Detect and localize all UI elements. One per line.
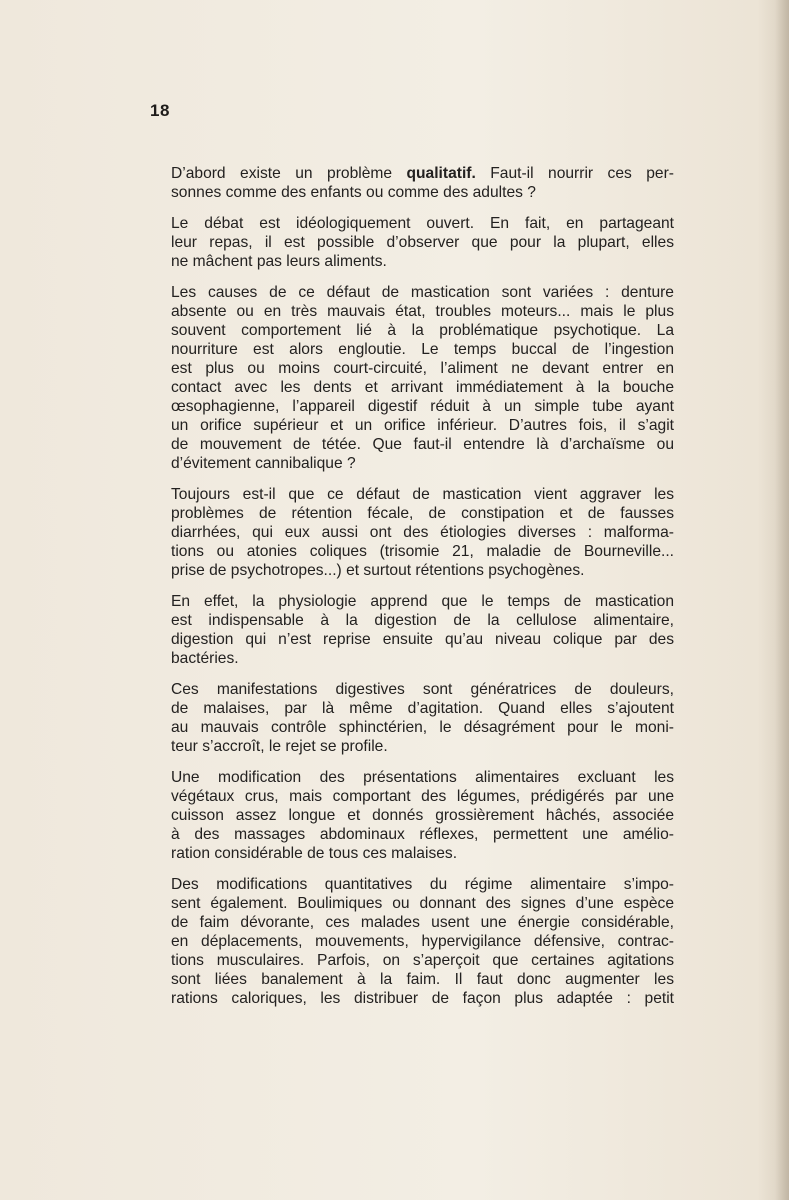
text-line (139, 435, 674, 454)
page-edge-shadow (775, 0, 789, 1200)
text-run: ne mâchent pas leurs aliments. (171, 253, 387, 270)
text-line (139, 875, 674, 894)
body-text (139, 164, 674, 1020)
paragraph (139, 875, 674, 1008)
paragraph (139, 592, 674, 668)
text-line (139, 894, 674, 913)
text-line (139, 416, 674, 435)
text-line (139, 989, 674, 1008)
text-run: est indispensable à la digestion de la cellulose alimentaire, (171, 612, 674, 629)
text-line (139, 252, 674, 271)
text-line (139, 737, 674, 756)
text-line (139, 970, 674, 989)
text-run: leur repas, il est possible d’observer que pour la plupart, elles (171, 234, 674, 251)
text-line (139, 378, 674, 397)
text-line (139, 592, 674, 611)
text-line (139, 164, 674, 183)
text-line (139, 283, 674, 302)
text-run: Les causes de ce défaut de mastication sont variées : denture (171, 284, 674, 301)
text-line (139, 542, 674, 561)
text-line (139, 825, 674, 844)
text-run: En effet, la physiologie apprend que le temps de mastication (171, 593, 674, 610)
text-run: de mouvement de tétée. Que faut-il entendre là d’archaïsme ou (171, 436, 674, 453)
text-run: cuisson assez longue et donnés grossièrement hâchés, associée (171, 807, 674, 824)
text-line (139, 561, 674, 580)
paragraph (139, 680, 674, 756)
text-run: rations caloriques, les distribuer de façon plus adaptée : petit (171, 990, 674, 1007)
text-line (139, 699, 674, 718)
text-run: teur s’accroît, le rejet se profile. (171, 738, 388, 755)
text-run: Une modification des présentations alimentaires excluant les (171, 769, 674, 786)
text-run: Toujours est-il que ce défaut de mastication vient aggraver les (171, 486, 674, 503)
text-run: Ces manifestations digestives sont génératrices de douleurs, (171, 681, 674, 698)
text-line (139, 523, 674, 542)
text-line (139, 844, 674, 863)
paragraph (139, 164, 674, 202)
text-run: de malaises, par là même d’agitation. Quand elles s’ajoutent (171, 700, 674, 717)
text-line (139, 680, 674, 699)
text-line (139, 359, 674, 378)
text-line (139, 485, 674, 504)
text-run: bactéries. (171, 650, 239, 667)
text-line (139, 787, 674, 806)
text-line (139, 806, 674, 825)
text-run: un orifice supérieur et un orifice inférieur. D’autres fois, il s’agit (171, 417, 674, 434)
page-number: 18 (150, 101, 170, 120)
paragraph (139, 283, 674, 473)
text-line (139, 768, 674, 787)
paragraph (139, 485, 674, 580)
text-run: diarrhées, qui eux aussi ont des étiologies diverses : malforma- (171, 524, 674, 541)
text-run: D’abord existe un problème (171, 165, 407, 182)
text-run: à des massages abdominaux réflexes, permettent une amélio- (171, 826, 674, 843)
text-line (139, 454, 674, 473)
text-run: tions musculaires. Parfois, on s’aperçoit que certaines agitations (171, 952, 674, 969)
text-run: en déplacements, mouvements, hypervigilance défensive, contrac- (171, 933, 674, 950)
text-line (139, 214, 674, 233)
text-line (139, 951, 674, 970)
text-line (139, 630, 674, 649)
text-run: au mauvais contrôle sphinctérien, le désagrément pour le moni- (171, 719, 674, 736)
text-line (139, 913, 674, 932)
text-run: d’évitement cannibalique ? (171, 455, 356, 472)
text-run: souvent comportement lié à la problématique psychotique. La (171, 322, 674, 339)
text-run: Le débat est idéologiquement ouvert. En fait, en partageant (171, 215, 674, 232)
text-run: Des modifications quantitatives du régime alimentaire s’impo- (171, 876, 674, 893)
text-run: sonnes comme des enfants ou comme des adultes ? (171, 184, 536, 201)
text-run: contact avec les dents et arrivant immédiatement à la bouche (171, 379, 674, 396)
bold-term: qualitatif. (406, 165, 476, 182)
text-run: tions ou atonies coliques (trisomie 21, maladie de Bourneville... (171, 543, 674, 560)
text-run: digestion qui n’est reprise ensuite qu’au niveau colique par des (171, 631, 674, 648)
text-run: est plus ou moins court-circuité, l’aliment ne devant entrer en (171, 360, 674, 377)
text-run: absente ou en très mauvais état, troubles moteurs... mais le plus (171, 303, 674, 320)
text-line (139, 302, 674, 321)
text-line (139, 321, 674, 340)
text-run: problèmes de rétention fécale, de constipation et de fausses (171, 505, 674, 522)
paragraph (139, 214, 674, 271)
text-line (139, 718, 674, 737)
text-run: végétaux crus, mais comportant des légumes, prédigérés par une (171, 788, 674, 805)
text-run: nourriture est alors engloutie. Le temps buccal de l’ingestion (171, 341, 674, 358)
text-run: sont liées banalement à la faim. Il faut donc augmenter les (171, 971, 674, 988)
text-line (139, 649, 674, 668)
text-run: ration considérable de tous ces malaises. (171, 845, 458, 862)
text-line (139, 397, 674, 416)
text-run: sent également. Boulimiques ou donnant des signes d’une espèce (171, 895, 674, 912)
text-line (139, 504, 674, 523)
text-run: de faim dévorante, ces malades usent une énergie considérable, (171, 914, 674, 931)
text-line (139, 611, 674, 630)
text-line (139, 233, 674, 252)
text-run: Faut-il nourrir ces per- (475, 165, 674, 182)
text-line (139, 340, 674, 359)
text-line (139, 183, 674, 202)
paragraph (139, 768, 674, 863)
text-line (139, 932, 674, 951)
text-run: œsophagienne, l’appareil digestif réduit à un simple tube ayant (171, 398, 674, 415)
text-run: prise de psychotropes...) et surtout rétentions psychogènes. (171, 562, 585, 579)
